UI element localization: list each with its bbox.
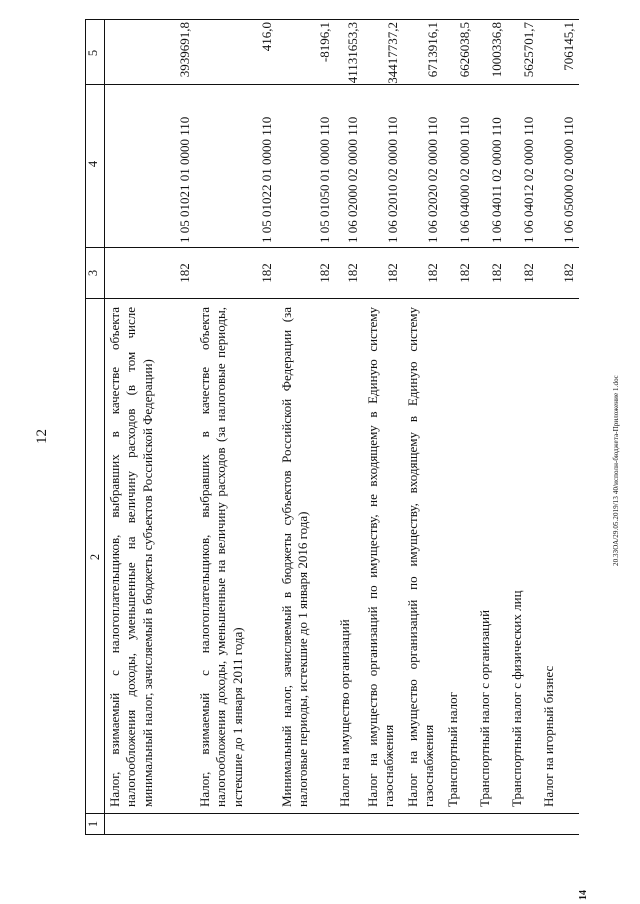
table-row [475, 20, 507, 835]
rotated-table-container [85, 22, 576, 835]
row-name: Налог на имущество организаций по имуществу, не входящему в Единую систему газоснабжения [363, 299, 403, 814]
table-row [363, 20, 403, 835]
row-amount: 3939691,8 [105, 20, 196, 85]
row-admin-code: 182 [277, 248, 335, 299]
row-num-cell [539, 814, 579, 835]
row-budget-code: 1 06 02020 02 0000 110 [403, 85, 443, 248]
row-name: Налог на имущество организаций по имуществу, входящему в Единую систему газоснабжения [403, 299, 443, 814]
row-amount: 34417737,2 [363, 20, 403, 85]
header-col-5: 5 [86, 20, 105, 85]
row-admin-code: 182 [105, 248, 196, 299]
row-budget-code: 1 05 01021 01 0000 110 [105, 85, 196, 248]
row-budget-code: 1 06 05000 02 0000 110 [539, 85, 579, 248]
row-amount: -8196,1 [277, 20, 335, 85]
footer-file-code: 20.3ЗОА/29.05.2019/13 40/исполн-бюджета-Приложение 1.doc [612, 375, 620, 566]
table-row [403, 20, 443, 835]
row-name: Налог, взимаемый с налогоплательщиков, выбравших в качестве объекта налогообложения доходы, уменьшенные на величину расходов (за налоговые периоды, истекшие до 1 января 2011 года) [195, 299, 277, 814]
row-num-cell [195, 814, 277, 835]
row-num-cell [475, 814, 507, 835]
table-row [105, 20, 196, 835]
row-name: Налог на игорный бизнес [539, 299, 579, 814]
table-header-row [86, 20, 105, 835]
row-budget-code: 1 06 04012 02 0000 110 [507, 85, 539, 248]
row-budget-code: 1 06 04000 02 0000 110 [443, 85, 475, 248]
row-num-cell [403, 814, 443, 835]
header-col-4: 4 [86, 85, 105, 248]
row-num-cell [335, 814, 363, 835]
header-col-2: 2 [86, 299, 105, 814]
table-row [539, 20, 579, 835]
corner-page-mark: 14 [578, 890, 589, 900]
row-num-cell [277, 814, 335, 835]
table-row [195, 20, 277, 835]
header-col-1: 1 [86, 814, 105, 835]
row-admin-code: 182 [443, 248, 475, 299]
table-row [507, 20, 539, 835]
row-num-cell [363, 814, 403, 835]
row-amount: 41131653,3 [335, 20, 363, 85]
row-budget-code: 1 06 04011 02 0000 110 [475, 85, 507, 248]
row-admin-code: 182 [195, 248, 277, 299]
row-amount: 1000336,8 [475, 20, 507, 85]
row-num-cell [443, 814, 475, 835]
row-admin-code: 182 [403, 248, 443, 299]
header-col-3: 3 [86, 248, 105, 299]
table-row [335, 20, 363, 835]
row-name: Транспортный налог с организаций [475, 299, 507, 814]
row-admin-code: 182 [335, 248, 363, 299]
row-num-cell [507, 814, 539, 835]
row-admin-code: 182 [507, 248, 539, 299]
row-budget-code: 1 06 02000 02 0000 110 [335, 85, 363, 248]
row-num-cell [105, 814, 196, 835]
row-budget-code: 1 05 01022 01 0000 110 [195, 85, 277, 248]
row-admin-code: 182 [539, 248, 579, 299]
row-name: Минимальный налог, зачисляемый в бюджеты субъектов Российской Федерации (за налоговые периоды, истекшие до 1 января 2016 года) [277, 299, 335, 814]
row-name: Налог, взимаемый с налогоплательщиков, выбравших в качестве объекта налогообложения доходы, уменьшенные на величину расходов (в том числе минимальный налог, зачисляемый в бюджеты субъектов Российской Федерации) [105, 299, 196, 814]
row-amount: 6713916,1 [403, 20, 443, 85]
row-name: Транспортный налог [443, 299, 475, 814]
table-row [277, 20, 335, 835]
table-row [443, 20, 475, 835]
row-amount: 5625701,7 [507, 20, 539, 85]
revenue-table [85, 19, 579, 835]
row-name: Налог на имущество организаций [335, 299, 363, 814]
row-name: Транспортный налог с физических лиц [507, 299, 539, 814]
row-budget-code: 1 06 02010 02 0000 110 [363, 85, 403, 248]
row-amount: 416,0 [195, 20, 277, 85]
row-amount: 6626038,5 [443, 20, 475, 85]
row-amount: 706145,1 [539, 20, 579, 85]
row-admin-code: 182 [363, 248, 403, 299]
page-number: 12 [34, 429, 50, 444]
row-budget-code: 1 05 01050 01 0000 110 [277, 85, 335, 248]
row-admin-code: 182 [475, 248, 507, 299]
